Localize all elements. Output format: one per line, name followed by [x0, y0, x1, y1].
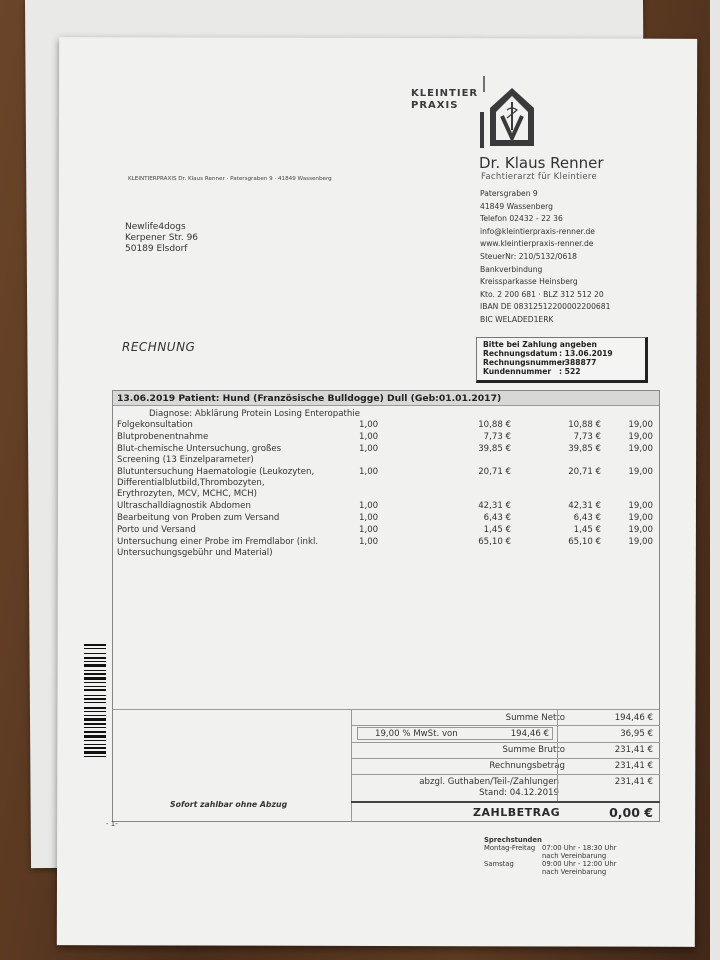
totals-column-divider — [557, 709, 558, 801]
vet-logo-icon — [476, 72, 538, 152]
item-quantity: 1,00 — [359, 501, 379, 511]
barcode-icon — [84, 644, 106, 800]
office-day — [484, 868, 542, 876]
info-row-customer — [483, 367, 639, 376]
item-tax-rate: 19,00 — [628, 525, 653, 535]
line-item — [113, 537, 659, 560]
recipient-address — [125, 222, 198, 255]
item-total: 10,88 € — [568, 420, 601, 430]
document-title: RECHNUNG — [122, 340, 196, 354]
totals-line — [351, 742, 660, 743]
item-unit-price: 7,73 € — [483, 432, 511, 442]
patient-header: 13.06.2019 Patient: Hund (Französische Bulldogge) Dull (Geb:01.01.2017) — [113, 391, 659, 406]
payment-terms: Sofort zahlbar ohne Abzug — [170, 800, 288, 809]
item-unit-price: 1,45 € — [483, 525, 511, 535]
item-quantity: 1,00 — [359, 513, 379, 523]
contact-bic: BIC WELADED1ERK — [480, 314, 554, 324]
zahlbetrag-value: 0,00 € — [609, 805, 653, 820]
info-label: Kundennummer — [483, 367, 552, 376]
item-quantity: 1,00 — [359, 432, 379, 442]
item-tax-rate: 19,00 — [628, 513, 653, 523]
contact-city: 41849 Wassenberg — [480, 201, 553, 211]
item-unit-price: 39,85 € — [478, 444, 511, 454]
item-unit-price: 10,88 € — [478, 420, 511, 430]
item-unit-price: 20,71 € — [478, 467, 511, 477]
abzgl-label: abzgl. Guthaben/Teil-/Zahlungen — [419, 777, 559, 787]
netto-value: 194,46 € — [614, 713, 653, 723]
item-quantity: 1,00 — [359, 525, 379, 535]
office-day — [484, 852, 542, 860]
item-description-line: Folgekonsultation — [117, 420, 193, 430]
item-total: 1,45 € — [573, 525, 601, 535]
item-total: 6,43 € — [573, 513, 601, 523]
item-description-line: Blutuntersuchung Haematologie (Leukozyten, — [117, 467, 315, 477]
info-row-number — [483, 358, 639, 367]
item-description — [117, 432, 363, 443]
item-description-line: Untersuchungsgebühr und Material) — [117, 548, 273, 558]
item-description-line: Porto und Versand — [117, 525, 196, 535]
sender-line: KLEINTIERPRAXIS Dr. Klaus Renner · Patersgraben 9 · 41849 Wassenberg — [128, 176, 332, 182]
line-item — [113, 467, 659, 501]
line-items — [113, 420, 659, 560]
contact-email: info@kleintierpraxis-renner.de — [480, 226, 595, 236]
invoice-table — [112, 390, 660, 822]
diagnosis: Diagnose: Abklärung Protein Losing Enteropathie — [149, 409, 360, 419]
item-total: 65,10 € — [568, 537, 601, 547]
doctor-name: Dr. Klaus Renner — [479, 154, 604, 172]
item-tax-rate: 19,00 — [628, 467, 653, 477]
office-day: Montag-Freitag — [484, 844, 536, 852]
item-tax-rate: 19,00 — [628, 420, 653, 430]
item-description-line: Ultraschalldiagnostik Abdomen — [117, 501, 251, 511]
office-hours-row — [484, 852, 616, 860]
rechnungsbetrag-value: 231,41 € — [614, 761, 653, 771]
office-time: nach Vereinbarung — [542, 852, 607, 860]
info-row-date — [483, 349, 639, 358]
contact-bank-name: Kreissparkasse Heinsberg — [480, 277, 578, 287]
item-total: 42,31 € — [568, 501, 601, 511]
item-tax-rate: 19,00 — [628, 432, 653, 442]
office-hours-title: Sprechstunden — [484, 836, 542, 844]
totals-line — [351, 774, 660, 775]
doctor-subtitle: Fachtierarzt für Kleintiere — [481, 172, 598, 182]
zahlbetrag-line — [351, 801, 660, 803]
totals-line — [351, 758, 660, 759]
item-tax-rate: 19,00 — [628, 444, 653, 454]
contact-tax-number: SteuerNr: 210/5132/0618 — [480, 251, 577, 261]
office-hours-row — [484, 868, 616, 876]
office-time: 09:00 Uhr - 12:00 Uhr — [542, 860, 617, 868]
payment-info-box — [476, 337, 648, 383]
item-description-line: Blutprobenentnahme — [117, 432, 209, 442]
contact-account: Kto. 2 200 681 · BLZ 312 512 20 — [480, 289, 604, 299]
item-description — [117, 513, 363, 524]
item-description-line: Differentialblutbild,Thrombozyten, — [117, 478, 265, 488]
info-label: Rechnungsdatum — [483, 349, 558, 358]
netto-label: Summe Netto — [505, 713, 565, 723]
office-time: nach Vereinbarung — [542, 868, 607, 876]
line-item — [113, 420, 659, 432]
logo-line2: PRAXIS — [411, 100, 459, 111]
line-item — [113, 444, 659, 467]
brutto-value: 231,41 € — [614, 745, 653, 755]
item-description — [117, 420, 363, 431]
item-description — [117, 501, 363, 512]
info-value: : 388877 — [559, 358, 597, 367]
brutto-label: Summe Brutto — [502, 745, 565, 755]
contact-phone: Telefon 02432 - 22 36 — [480, 214, 563, 224]
office-hours-row — [484, 844, 616, 852]
item-description-line: Untersuchung einer Probe im Fremdlabor (inkl. — [117, 537, 319, 547]
line-item — [113, 525, 659, 537]
line-item — [113, 432, 659, 444]
contact-bank-label: Bankverbindung — [480, 264, 543, 274]
totals-line — [351, 725, 660, 726]
item-description — [117, 444, 363, 466]
item-description — [117, 525, 363, 536]
contact-street: Patersgraben 9 — [480, 189, 538, 198]
item-quantity: 1,00 — [359, 467, 379, 477]
item-total: 20,71 € — [568, 467, 601, 477]
info-value: : 13.06.2019 — [559, 349, 613, 358]
office-day: Samstag — [484, 860, 514, 868]
item-description-line: Bearbeitung von Proben zum Versand — [117, 513, 280, 523]
info-label: Rechnungsnummer — [483, 358, 566, 367]
recipient-city: 50189 Elsdorf — [125, 244, 188, 254]
logo-line1: KLEINTIER — [411, 88, 479, 99]
item-quantity: 1,00 — [359, 444, 379, 454]
mwst-value: 36,95 € — [620, 729, 653, 739]
item-quantity: 1,00 — [359, 420, 379, 430]
recipient-street: Kerpener Str. 96 — [125, 233, 199, 243]
item-unit-price: 6,43 € — [483, 513, 511, 523]
contact-block — [480, 188, 610, 327]
item-quantity: 1,00 — [359, 537, 379, 547]
mwst-base: 194,46 € — [510, 729, 549, 739]
rechnungsbetrag-label: Rechnungsbetrag — [489, 761, 565, 771]
office-time: 07:00 Uhr - 18:30 Uhr — [542, 844, 617, 852]
office-hours — [484, 836, 616, 876]
contact-web: www.kleintierpraxis-renner.de — [480, 239, 594, 249]
page-number: - 1- — [106, 820, 118, 828]
abzgl-stand: Stand: 04.12.2019 — [479, 788, 559, 798]
item-description-line: Erythrozyten, MCV, MCHC, MCH) — [117, 489, 257, 499]
payment-info-heading: Bitte bei Zahlung angeben — [483, 340, 597, 349]
item-total: 7,73 € — [573, 432, 601, 442]
item-unit-price: 42,31 € — [478, 501, 511, 511]
item-tax-rate: 19,00 — [628, 537, 653, 547]
abzgl-value: 231,41 € — [614, 777, 653, 787]
info-value: : 522 — [559, 367, 581, 376]
right-sheet-edge — [710, 0, 720, 960]
line-item — [113, 513, 659, 525]
logo-text — [411, 88, 478, 112]
office-hours-row — [484, 860, 616, 868]
item-description-line: Screening (13 Einzelparameter) — [117, 455, 254, 465]
line-item — [113, 501, 659, 513]
item-tax-rate: 19,00 — [628, 501, 653, 511]
mwst-label: 19,00 % MwSt. von — [375, 729, 458, 739]
item-description — [117, 467, 363, 500]
zahlbetrag-label: ZAHLBETRAG — [473, 806, 561, 819]
contact-iban: IBAN DE 08312512200002200681 — [480, 302, 611, 312]
item-unit-price: 65,10 € — [478, 537, 511, 547]
recipient-name: Newlife4dogs — [125, 222, 186, 232]
item-total: 39,85 € — [568, 444, 601, 454]
item-description — [117, 537, 363, 559]
item-description-line: Blut-chemische Untersuchung, großes — [117, 444, 282, 454]
